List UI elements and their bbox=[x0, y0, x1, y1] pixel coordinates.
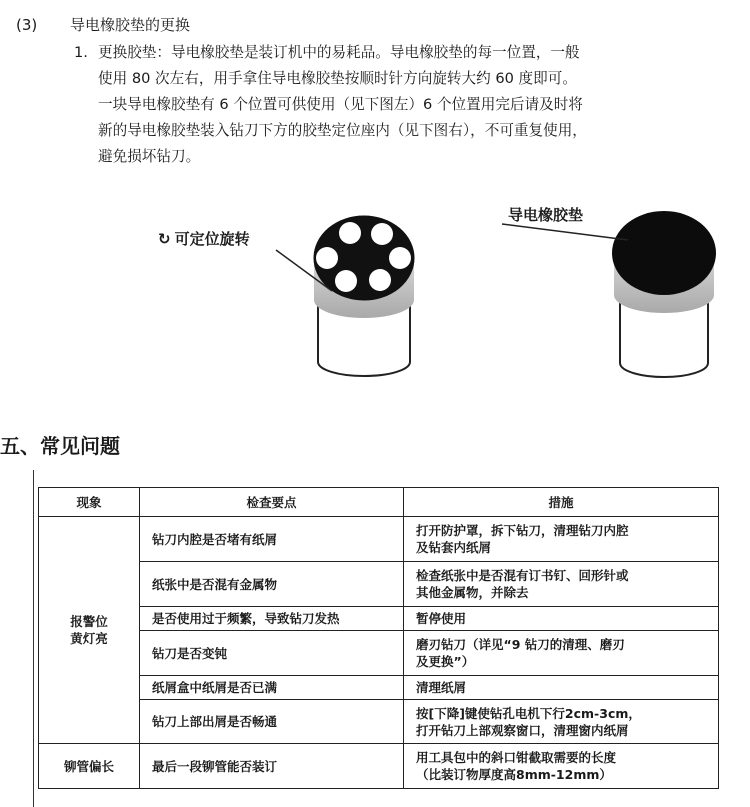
right-cylinder bbox=[502, 211, 716, 377]
left-cylinder bbox=[276, 216, 414, 376]
section-number: (3) bbox=[16, 16, 38, 34]
check-point-cell: 纸张中是否混有金属物 bbox=[140, 562, 404, 607]
paragraph-line: 1. 更换胶垫：导电橡胶垫是装订机中的易耗品。导电橡胶垫的每一位置，一般 bbox=[74, 40, 714, 66]
check-point-cell: 纸屑盒中纸屑是否已满 bbox=[140, 676, 404, 700]
faq-table-body bbox=[39, 517, 719, 789]
symptom-cell: 报警位 黄灯亮 bbox=[39, 517, 140, 744]
column-header: 措施 bbox=[404, 488, 719, 517]
section-heading bbox=[16, 14, 190, 35]
faq-heading: 五、常见问题 bbox=[0, 434, 120, 458]
margin-rule bbox=[33, 470, 34, 807]
action-cell: 暂停使用 bbox=[404, 607, 719, 631]
table-row bbox=[39, 676, 719, 700]
action-cell: 清理纸屑 bbox=[404, 676, 719, 700]
check-point-cell: 是否使用过于频繁，导致钻刀发热 bbox=[140, 607, 404, 631]
check-point-cell: 钻刀是否变钝 bbox=[140, 631, 404, 676]
instruction-paragraph bbox=[74, 40, 714, 170]
paragraph-line: 避免损坏钻刀。 bbox=[98, 148, 201, 165]
pad-position-hole bbox=[335, 270, 357, 292]
table-row bbox=[39, 562, 719, 607]
table-row bbox=[39, 700, 719, 744]
right-leader-line bbox=[502, 224, 628, 240]
column-header: 现象 bbox=[39, 488, 140, 517]
table-header-row bbox=[39, 488, 719, 517]
check-point-cell: 钻刀上部出屑是否畅通 bbox=[140, 700, 404, 744]
check-point-cell: 最后一段铆管能否装订 bbox=[140, 744, 404, 789]
pad-position-hole bbox=[339, 222, 361, 244]
table-row bbox=[39, 517, 719, 562]
pad-position-hole bbox=[389, 247, 411, 269]
action-cell: 检查纸张中是否混有订书钉、回形针或 其他金属物，并除去 bbox=[404, 562, 719, 607]
pad-position-hole bbox=[369, 269, 391, 291]
action-cell: 打开防护罩，拆下钻刀，清理钻刀内腔 及钻套内纸屑 bbox=[404, 517, 719, 562]
column-header: 检查要点 bbox=[140, 488, 404, 517]
action-cell: 按[下降]键使钻孔电机下行2cm-3cm， 打开钻刀上部观察窗口，清理窗内纸屑 bbox=[404, 700, 719, 744]
item-index: 1. bbox=[74, 44, 88, 61]
paragraph-line: 新的导电橡胶垫装入钻刀下方的胶垫定位座内（见下图右），不可重复使用， bbox=[98, 122, 587, 139]
rotate-icon: ↻ bbox=[158, 230, 171, 248]
faq-table bbox=[38, 487, 719, 789]
table-row bbox=[39, 607, 719, 631]
left-leader-line bbox=[276, 250, 332, 291]
paragraph-line: 一块导电橡胶垫有 6 个位置可供使用（见下图左）6 个位置用完后请及时将 bbox=[98, 96, 583, 113]
rubber-pad-label: 导电橡胶垫 bbox=[508, 206, 584, 224]
pad-position-hole bbox=[316, 247, 338, 269]
pad-position-hole bbox=[371, 223, 393, 245]
symptom-cell: 铆管偏长 bbox=[39, 744, 140, 789]
action-cell: 磨刃钻刀（详见“9 钻刀的清理、磨刃 及更换”） bbox=[404, 631, 719, 676]
action-cell: 用工具包中的斜口钳截取需要的长度 （比装订物厚度高8mm-12mm） bbox=[404, 744, 719, 789]
table-row bbox=[39, 744, 719, 789]
paragraph-line: 使用 80 次左右，用手拿住导电橡胶垫按顺时针方向旋转大约 60 度即可。 bbox=[98, 70, 577, 87]
section-title: 导电橡胶垫的更换 bbox=[70, 16, 191, 34]
table-row bbox=[39, 631, 719, 676]
rotatable-label: ↻ 可定位旋转 bbox=[158, 230, 250, 248]
check-point-cell: 钻刀内腔是否堵有纸屑 bbox=[140, 517, 404, 562]
